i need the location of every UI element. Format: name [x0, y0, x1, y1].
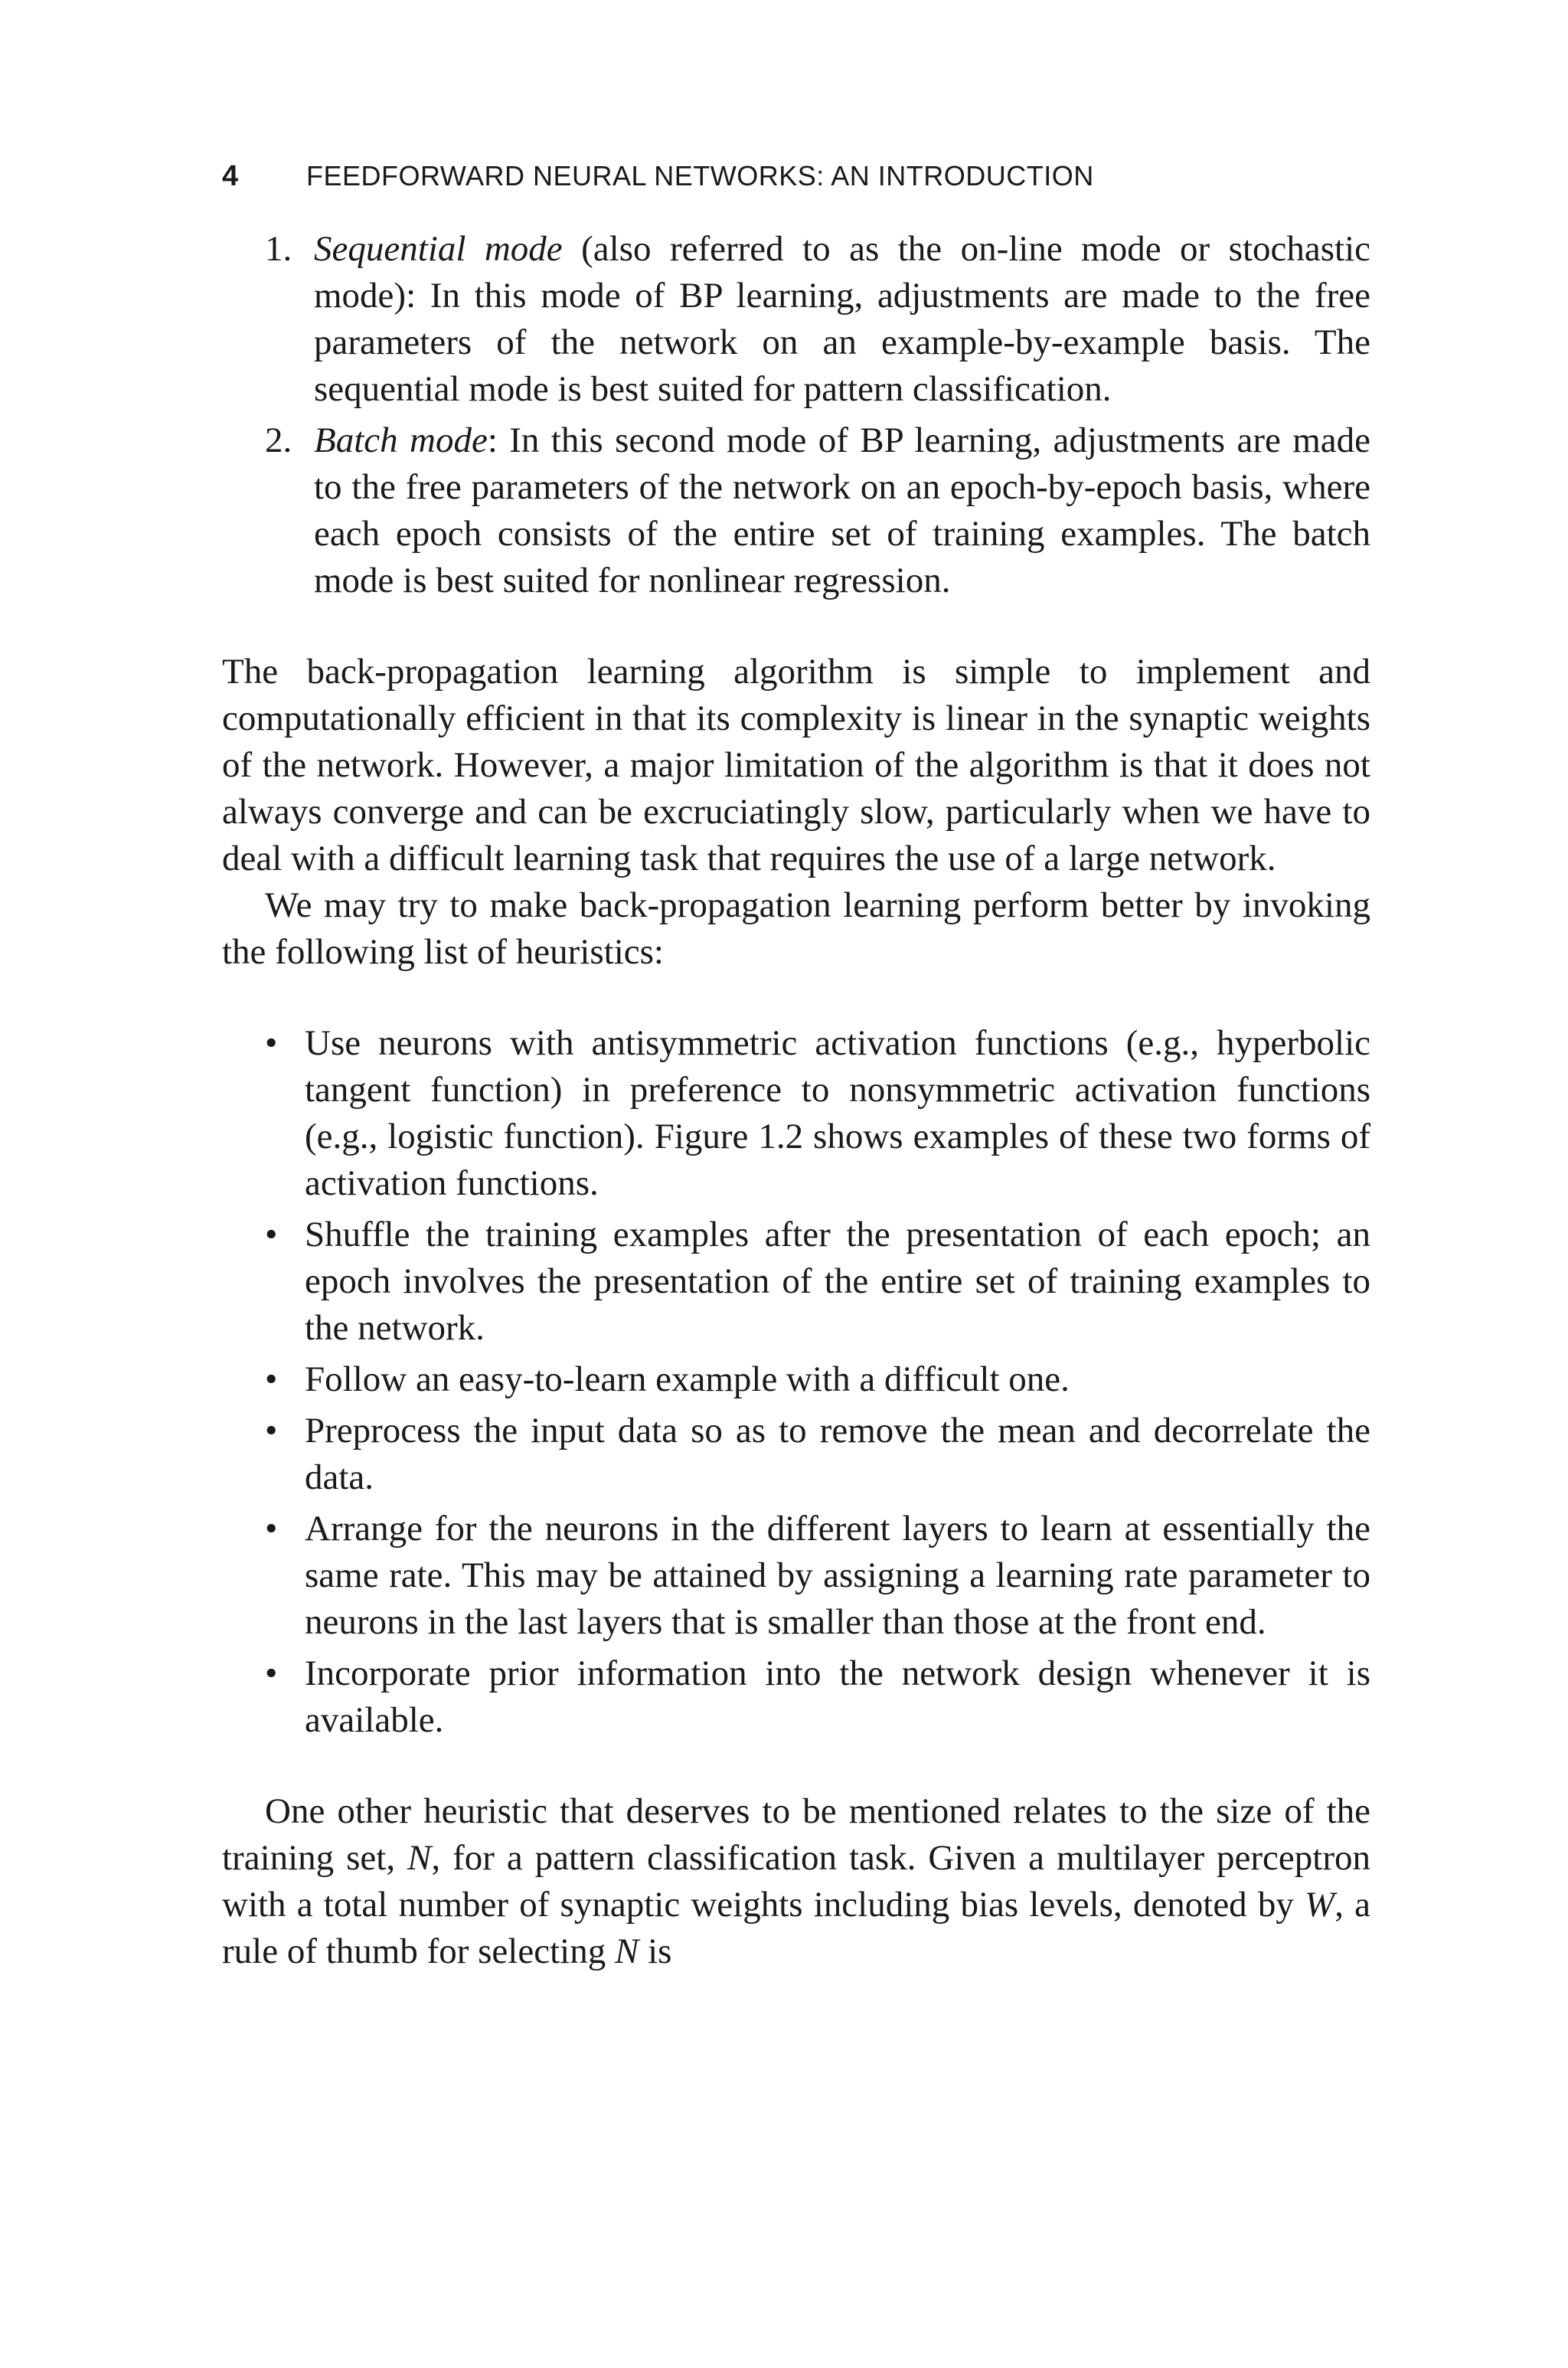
list-item — [222, 1408, 1370, 1501]
page-body — [222, 226, 1370, 1975]
list-number: 1. — [265, 229, 292, 269]
text-run: , a rule of thumb for selecting — [222, 1885, 1370, 1971]
bullet-icon: • — [265, 1215, 278, 1254]
text-run: , for a pattern classification task. Given a multilayer perceptron with a total number of synaptic weights including bias levels, denoted by — [222, 1838, 1370, 1925]
list-item-batch-mode — [222, 417, 1370, 604]
math-variable-w: W — [1305, 1885, 1335, 1925]
running-head: FEEDFORWARD NEURAL NETWORKS: AN INTRODUCTION — [306, 160, 1094, 191]
bullet-icon: • — [265, 1023, 278, 1063]
paragraph-training-set-size — [222, 1788, 1370, 1975]
list-item — [222, 1212, 1370, 1352]
list-item-text: (also referred to as the on-line mode or stochastic mode): In this mode of BP learning, adjustments are made to the free parameters of the network on an example-by-example basis. The sequential mode is best suited for pattern classification. — [314, 229, 1371, 409]
paragraph-heuristics-intro: We may try to make back-propagation learning perform better by invoking the following list of heuristics: — [222, 885, 1370, 972]
list-item-text: : In this second mode of BP learning, adjustments are made to the free parameters of the network on an epoch-by-epoch basis, where each epoch consists of the entire set of training examples. The batch mode is best suited for nonlinear regression. — [314, 420, 1370, 600]
paragraph-backprop-limitations: The back-propagation learning algorithm is simple to implement and computationally efficient in that its complexity is linear in the synaptic weights of the network. However, a major limitation of the algorithm is that it does not always converge and can be excruciatingly slow, particularly when we have to deal with a difficult learning task that requires the use of a large network. — [222, 652, 1370, 878]
list-item — [222, 1020, 1370, 1207]
spacer — [222, 1744, 1370, 1788]
math-variable-n: N — [614, 1931, 639, 1971]
bullet-text: Follow an easy-to-learn example with a difficult one. — [305, 1359, 1070, 1399]
list-item-sequential-mode — [222, 226, 1370, 413]
bullet-text: Preprocess the input data so as to remove the mean and decorrelate the data. — [305, 1411, 1370, 1497]
text-run: One other heuristic that deserves to be mentioned relates to the size of the training set, — [222, 1791, 1370, 1878]
spacer — [222, 604, 1370, 649]
page-number: 4 — [222, 159, 239, 192]
spacer — [222, 976, 1370, 1020]
list-item — [222, 1356, 1370, 1403]
bullet-text: Arrange for the neurons in the different layers to learn at essentially the same rate. This may be attained by assigning a learning rate parameter to neurons in the last layers that is smaller than those at the front end. — [305, 1509, 1370, 1642]
bullet-icon: • — [265, 1653, 278, 1693]
list-item — [222, 1650, 1370, 1744]
page-header — [222, 153, 1370, 199]
list-item — [222, 1506, 1370, 1646]
term-batch-mode: Batch mode — [314, 420, 488, 460]
bullet-text: Incorporate prior information into the network design whenever it is available. — [305, 1653, 1370, 1740]
term-sequential-mode: Sequential mode — [314, 229, 563, 269]
bullet-text: Use neurons with antisymmetric activation functions (e.g., hyperbolic tangent function) in preference to nonsymmetric activation functions (e.g., logistic function). Figure 1.2 shows examples of these two forms of activation functions. — [305, 1023, 1370, 1203]
list-number: 2. — [265, 420, 292, 460]
bullet-icon: • — [265, 1411, 278, 1451]
bullet-text: Shuffle the training examples after the presentation of each epoch; an epoch involves the presentation of the entire set of training examples to the network. — [305, 1215, 1370, 1348]
math-variable-n: N — [407, 1838, 432, 1878]
training-modes-list — [222, 226, 1370, 604]
heuristics-list — [222, 1020, 1370, 1744]
bullet-icon: • — [265, 1359, 278, 1399]
text-run: is — [639, 1931, 672, 1971]
bullet-icon: • — [265, 1509, 278, 1549]
